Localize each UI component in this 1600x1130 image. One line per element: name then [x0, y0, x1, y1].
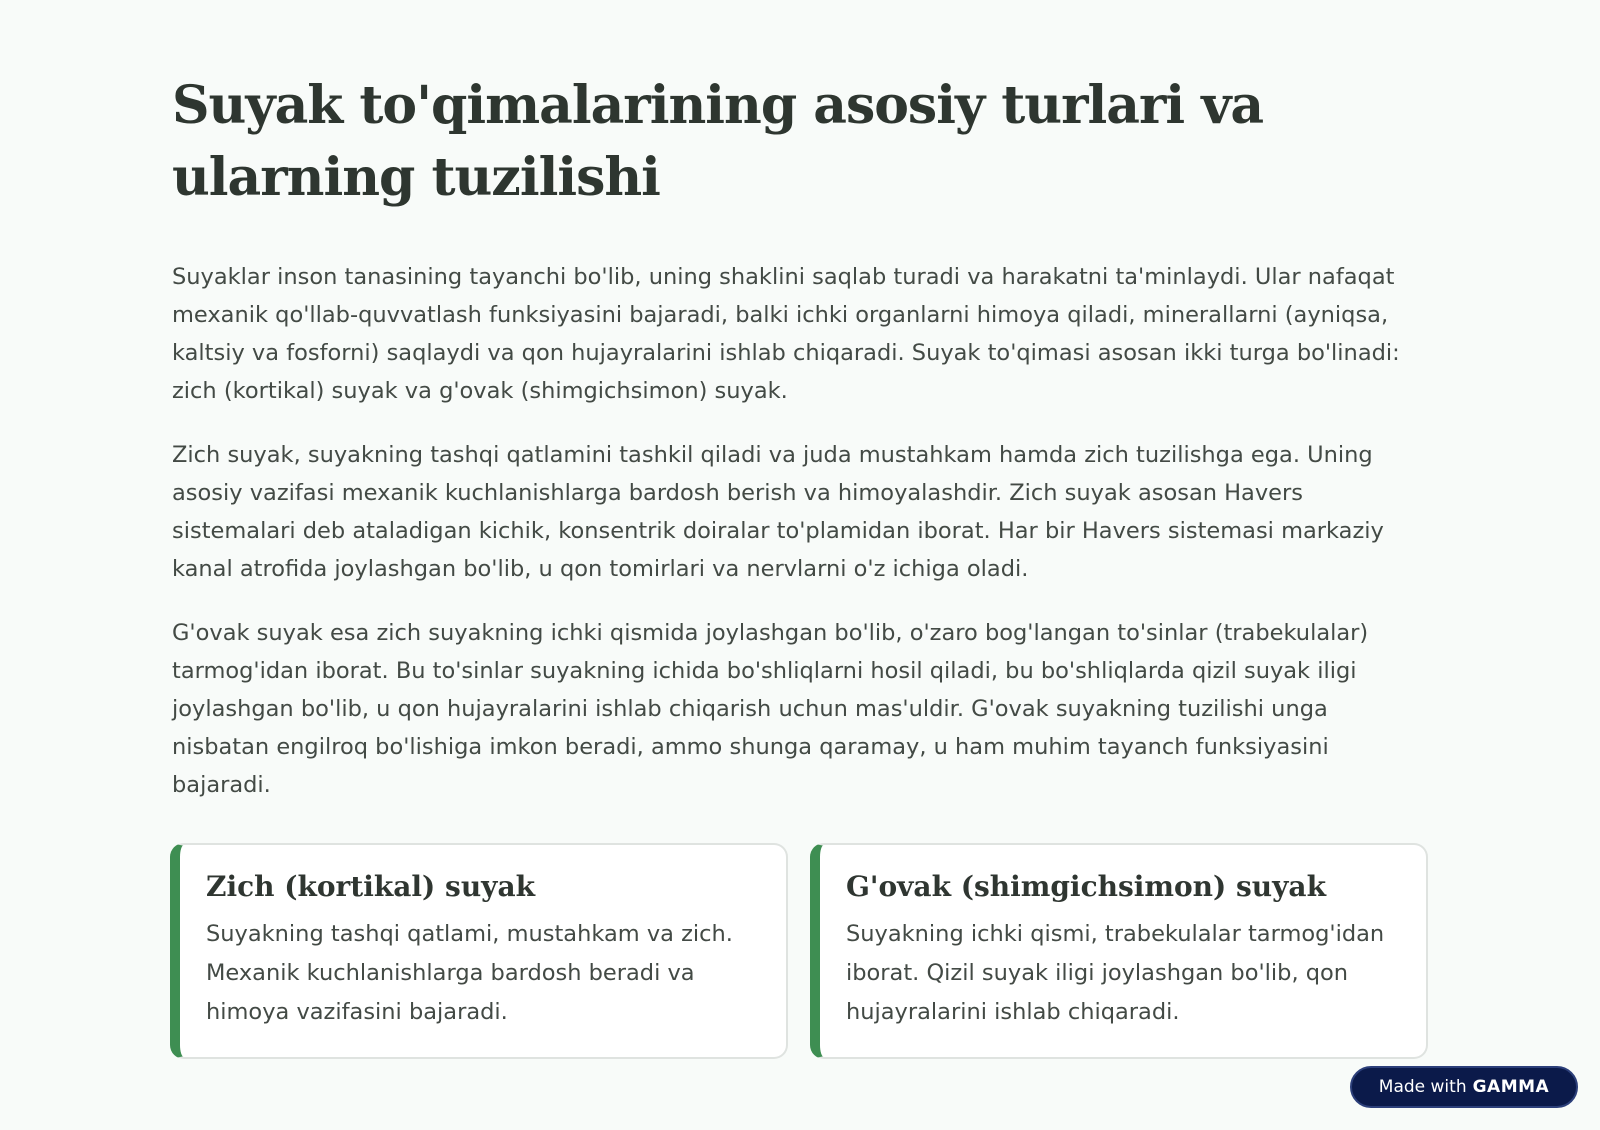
body-text	[172, 258, 1428, 804]
card-text: Suyakning tashqi qatlami, mustahkam va zich. Mexanik kuchlanishlarga bardosh beradi va himoya vazifasini bajaradi.	[206, 921, 733, 1025]
page-title: Suyak to'qimalarining asosiy turlari va ularning tuzilishi	[172, 75, 1264, 208]
gamma-logo-text: GAMMA	[1472, 1077, 1550, 1097]
card-text: Suyakning ichki qismi, trabekulalar tarmog'idan iborat. Qizil suyak iligi joylashgan bo'lib, qon hujayralarini ishlab chiqaradi.	[846, 921, 1385, 1025]
paragraph-spongy-bone: G'ovak suyak esa zich suyakning ichki qismida joylashgan bo'lib, o'zaro bog'langan to'sinlar (trabekulalar) tarmog'idan iborat. Bu to'sinlar suyakning ichida bo'shliqlarni hosil qiladi, bu bo'shliqlarda qizil suyak iligi joylashgan bo'lib, u qon hujayralarini ishlab chiqarish uchun mas'uldir. G'ovak suyakning tuzilishi unga nisbatan engilroq bo'lishiga imkon beradi, ammo shunga qaramay, u ham muhim tayanch funksiyasini bajaradi.	[172, 620, 1369, 798]
paragraph-compact-bone: Zich suyak, suyakning tashqi qatlamini tashkil qiladi va juda mustahkam hamda zich tuzilishga ega. Uning asosiy vazifasi mexanik kuchlanishlarga bardosh berish va himoyalashdir. Zich suyak asosan Havers sistemalari deb ataladigan kichik, konsentrik doiralar to'plamidan iborat. Har bir Havers sistemasi markaziy kanal atrofida joylashgan bo'lib, u qon tomirlari va nervlarni o'z ichiga oladi.	[172, 442, 1384, 582]
document-content	[172, 70, 1428, 830]
info-cards	[170, 843, 1428, 1059]
card-compact-bone	[170, 843, 788, 1059]
made-with-gamma-badge[interactable]	[1350, 1066, 1578, 1108]
card-title: G'ovak (shimgichsimon) suyak	[846, 870, 1326, 903]
paragraph-intro: Suyaklar inson tanasining tayanchi bo'lib, uning shaklini saqlab turadi va harakatni ta'minlaydi. Ular nafaqat mexanik qo'llab-quvvatlash funksiyasini bajaradi, balki ichki organlarni himoya qiladi, minerallarni (ayniqsa, kaltsiy va fosforni) saqlaydi va qon hujayralarini ishlab chiqaradi. Suyak to'qimasi asosan ikki turga bo'linadi: zich (kortikal) suyak va g'ovak (shimgichsimon) suyak.	[172, 264, 1400, 404]
card-title: Zich (kortikal) suyak	[206, 870, 535, 903]
card-spongy-bone	[810, 843, 1428, 1059]
badge-prefix: Made with	[1378, 1077, 1467, 1097]
